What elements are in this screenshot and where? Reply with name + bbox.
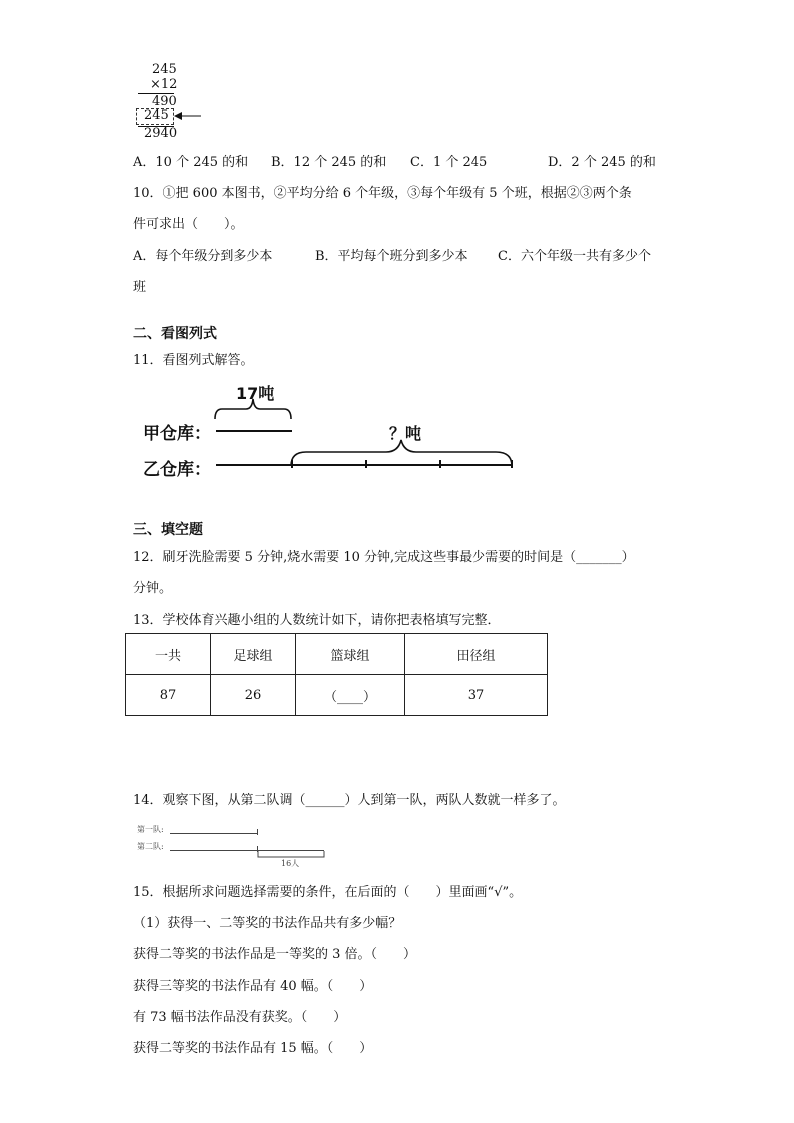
tick-4: [511, 460, 513, 468]
q13-text: 13．学校体育兴趣小组的人数统计如下，请你把表格填写完整．: [133, 613, 501, 628]
q10-option-a: A．每个年级分到多少本: [133, 249, 273, 264]
team-1-bar: [170, 833, 258, 834]
table-header-row: [126, 634, 548, 675]
q10-option-c-cont: 班: [133, 280, 147, 295]
q12-line-1: 12．刷牙洗脸需要 5 分钟,烧水需要 10 分钟,完成这些事最少需要的时间是（_______）: [133, 550, 635, 565]
q9-option-a: A．10 个 245 的和: [133, 155, 249, 170]
q11-text: 11．看图列式解答。: [133, 353, 254, 368]
warehouse-a-bar: [216, 430, 292, 432]
q10-line-1: 10．①把 600 本图书，②平均分给 6 个年级，③每个年级有 5 个班，根据②③两个条: [133, 186, 632, 201]
value-basketball-blank[interactable]: （____）: [296, 675, 405, 716]
q15-sub-question: （1）获得一、二等奖的书法作品共有多少幅？: [133, 916, 402, 931]
section-2-title: 二、看图列式: [133, 326, 217, 342]
team-2-label: 第二队:: [137, 842, 164, 851]
table-value-row: [126, 675, 548, 716]
arrow-left-icon: [174, 110, 202, 122]
brace-top: [210, 395, 300, 421]
mult-multiplier: ×12: [150, 77, 178, 92]
header-track: 田径组: [405, 634, 548, 675]
value-track: 37: [405, 675, 548, 716]
warehouse-b-label: 乙仓库：: [143, 460, 211, 480]
mult-result: 2940: [144, 126, 178, 141]
mult-partial-1: 490: [152, 94, 177, 109]
q15-item-2: 获得三等奖的书法作品有 40 幅。（ ）: [133, 979, 373, 994]
section-3-title: 三、填空题: [133, 522, 203, 538]
team-1-end-tick: [257, 829, 258, 835]
label-17-ton: 17吨: [236, 384, 275, 403]
label-16-people: 16人: [281, 859, 300, 868]
q9-option-b: B．12 个 245 的和: [271, 155, 387, 170]
stats-table: [125, 633, 548, 716]
q15-item-3: 有 73 幅书法作品没有获奖。（ ）: [133, 1010, 347, 1025]
tick-3: [439, 460, 441, 468]
q12-line-2: 分钟。: [133, 581, 173, 596]
mult-top: 245: [152, 62, 177, 77]
tick-1: [291, 460, 293, 468]
q10-line-2: 件可求出（ ）。: [133, 217, 244, 232]
header-basketball: 篮球组: [296, 634, 405, 675]
q9-option-d: D．2 个 245 的和: [548, 155, 656, 170]
q15-item-4: 获得二等奖的书法作品有 15 幅。（ ）: [133, 1041, 373, 1056]
team-1-label: 第一队:: [137, 825, 164, 834]
q9-option-c: C．1 个 245: [410, 155, 488, 170]
warehouse-b-bar: [216, 464, 512, 466]
warehouse-a-label: 甲仓库：: [143, 424, 211, 444]
q10-option-b: B．平均每个班分到多少本: [315, 249, 468, 264]
q14-text: 14．观察下图，从第二队调（______）人到第一队，两队人数就一样多了。: [133, 793, 566, 808]
q10-option-c: C．六个年级一共有多少个: [498, 249, 651, 264]
value-football: 26: [211, 675, 296, 716]
mult-partial-2: 245: [144, 108, 169, 123]
label-question-ton: ？吨: [389, 424, 422, 443]
header-football: 足球组: [211, 634, 296, 675]
q15-item-1: 获得二等奖的书法作品是一等奖的 3 倍。（ ）: [133, 947, 417, 962]
q15-text: 15．根据所求问题选择需要的条件，在后面的（ ）里面画“√”。: [133, 885, 523, 900]
header-total: 一共: [126, 634, 211, 675]
tick-2: [365, 460, 367, 468]
value-total: 87: [126, 675, 211, 716]
